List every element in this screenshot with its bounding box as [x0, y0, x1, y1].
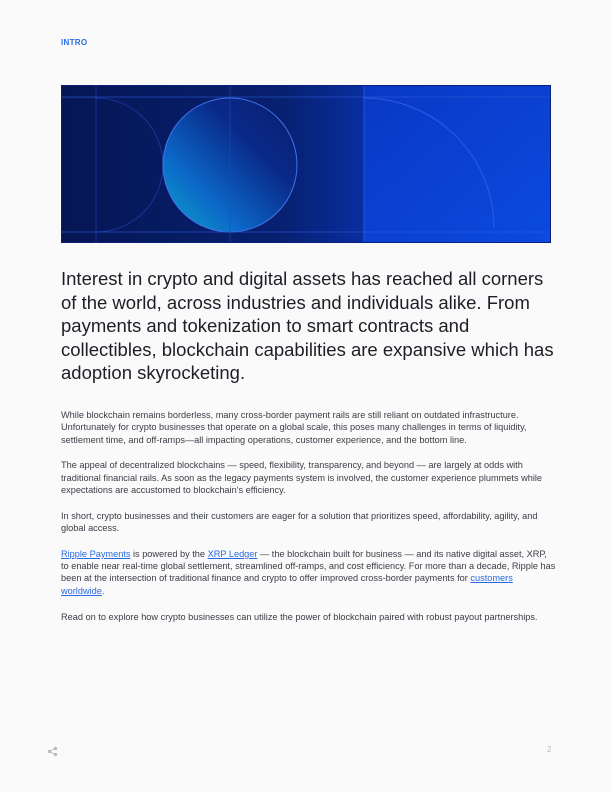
paragraph-1: While blockchain remains borderless, many cross-border payment rails are still reliant on outdated infrastructure. Unfortunately for crypto businesses that operate on a global scale, this poses many challenges in terms of liquidity, settlement time, and off-ramps—all impacting operations, customer experience, and the bottom line. — [61, 410, 527, 445]
paragraph-4-text-2: — the blockchain built for business — and its native digital asset, XRP, to enable near real-time global settlement, streamlined off-ramps, and cost efficiency. For more than a decade, Ripple has been at the intersection of traditional finance and crypto to offer improved cross-border payments for — [61, 548, 556, 584]
hero-banner-image — [61, 85, 551, 243]
xrp-ledger-link[interactable]: XRP Ledger — [207, 548, 258, 559]
paragraph-3: In short, crypto businesses and their customers are eager for a solution that prioritizes speed, affordability, agility, and global access. — [61, 510, 538, 534]
lead-paragraph: Interest in crypto and digital assets has reached all corners of the world, across industries and individuals alike. From payments and tokenization to smart contracts and collectibles, blockchain capabilities are expansive which has adoption skyrocketing. — [61, 268, 554, 383]
ripple-payments-link[interactable]: Ripple Payments — [61, 548, 131, 559]
customers-worldwide-link[interactable]: customers worldwide — [61, 573, 513, 596]
paragraph-2: The appeal of decentralized blockchains — speed, flexibility, transparency, and beyond — are largely at odds with traditional financial rails. As soon as the legacy payments system is involved, the customer experience plummets while expectations are accustomed to blockchain's efficiency. — [61, 460, 543, 495]
paragraph-4-text-3: . — [101, 585, 105, 596]
paragraph-4 — [61, 548, 556, 597]
section-label: INTRO — [61, 38, 88, 47]
body-text — [61, 409, 556, 636]
ripple-logo-icon — [47, 744, 58, 755]
paragraph-5: Read on to explore how crypto businesses can utilize the power of blockchain paired with robust payout partnerships. — [61, 611, 538, 622]
page-number: 2 — [547, 745, 552, 754]
paragraph-4-text-1: is powered by the — [130, 548, 208, 559]
